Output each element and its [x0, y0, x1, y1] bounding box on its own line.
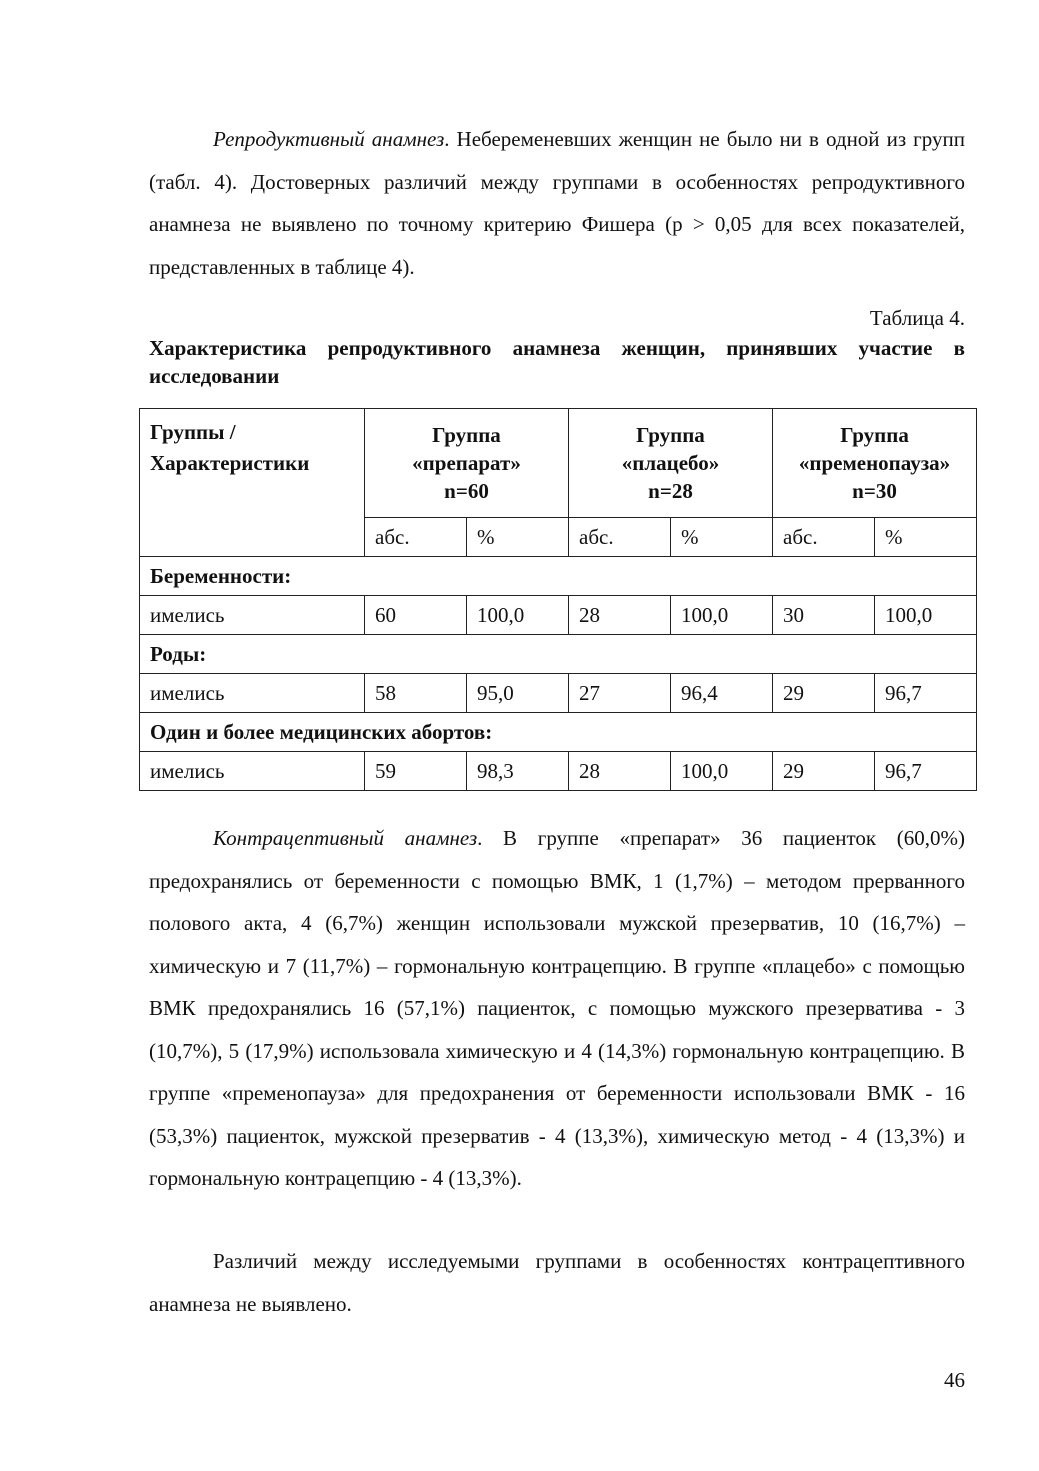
cell-value: 60 — [365, 596, 467, 635]
table-row — [140, 596, 977, 635]
subheader-abs: абс. — [569, 518, 671, 557]
cell-value: 100,0 — [671, 752, 773, 791]
section-title: Беременности: — [140, 557, 977, 596]
header-group-placebo — [569, 409, 773, 518]
subheader-abs: абс. — [365, 518, 467, 557]
cell-value: 28 — [569, 752, 671, 791]
table-caption-number: Таблица 4. — [869, 306, 965, 330]
cell-value: 29 — [773, 752, 875, 791]
row-label: имелись — [140, 752, 365, 791]
cell-value: 29 — [773, 674, 875, 713]
table-title: Характеристика репродуктивного анамнеза женщин, принявших участие в исследовании — [149, 336, 965, 388]
cell-value: 59 — [365, 752, 467, 791]
cell-value: 100,0 — [671, 596, 773, 635]
section-row-pregnancies — [140, 557, 977, 596]
paragraph-lead-italic: Репродуктивный анамнез — [213, 127, 445, 151]
subheader-pct: % — [671, 518, 773, 557]
group-label: «пременопауза» — [798, 451, 951, 475]
group-label: «плацебо» — [621, 451, 720, 475]
paragraph-text: Различий между исследуемыми группами в особенностях контрацептивного анамнеза не выявлено. — [149, 1249, 965, 1316]
subheader-abs: абс. — [773, 518, 875, 557]
cell-value: 98,3 — [467, 752, 569, 791]
row-label: имелись — [140, 596, 365, 635]
page-number: 46 — [944, 1368, 965, 1392]
reproductive-history-table — [139, 408, 977, 791]
group-name: Группа — [840, 423, 909, 447]
section-title: Один и более медицинских абортов: — [140, 713, 977, 752]
header-group-premenopause — [773, 409, 977, 518]
cell-value: 30 — [773, 596, 875, 635]
group-n: n=28 — [648, 479, 693, 503]
cell-value: 100,0 — [875, 596, 977, 635]
paragraph-conclusion — [149, 1240, 965, 1325]
cell-value: 100,0 — [467, 596, 569, 635]
cell-value: 95,0 — [467, 674, 569, 713]
cell-value: 96,7 — [875, 752, 977, 791]
paragraph-text: . В группе «препарат» 36 пациенток (60,0%) предохранялись от беременности с помощью ВМК, 1 (1,7%) – методом прерванного полового акта, 4 (6,7%) женщин использовали мужской презерватив, 10 (16,7%) – химическую и 7 (11,7%) – гормональную контрацепцию. В группе «плацебо» с помощью ВМК предохранялись 16 (57,1%) пациенток, с помощью мужского презерватива - 3 (10,7%), 5 (17,9%) использовала химическую и 4 (14,3%) гормональную контрацепцию. В группе «пременопауза» для предохранения от беременности использовали ВМК - 16 (53,3%) пациенток, мужской презерватив - 4 (13,3%), химическую метод - 4 (13,3%) и гормональную контрацепцию - 4 (13,3%). — [149, 826, 966, 1190]
paragraph-reproductive-history — [149, 118, 965, 288]
paragraph-contraceptive-history — [149, 817, 965, 1200]
table-row — [140, 674, 977, 713]
header-group-preparat — [365, 409, 569, 518]
cell-value: 96,4 — [671, 674, 773, 713]
section-title: Роды: — [140, 635, 977, 674]
section-row-births — [140, 635, 977, 674]
cell-value: 28 — [569, 596, 671, 635]
paragraph-text: . Небеременевших женщин не было ни в одной из групп (табл. 4). Достоверных различий между группами в особенностях репродуктивного анамнеза не выявлено по точному критерию Фишера (р > 0,05 для всех показателей, представленных в таблице 4). — [149, 127, 965, 279]
subheader-pct: % — [467, 518, 569, 557]
section-row-abortions — [140, 713, 977, 752]
group-n: n=30 — [852, 479, 897, 503]
table-row — [140, 752, 977, 791]
header-groups-characteristics: Группы / Характеристики — [140, 409, 365, 557]
subheader-pct: % — [875, 518, 977, 557]
paragraph-lead-italic: Контрацептивный анамнез — [213, 826, 478, 850]
row-label: имелись — [140, 674, 365, 713]
group-name: Группа — [636, 423, 705, 447]
cell-value: 27 — [569, 674, 671, 713]
cell-value: 96,7 — [875, 674, 977, 713]
table-header-row — [140, 409, 977, 518]
cell-value: 58 — [365, 674, 467, 713]
group-name: Группа — [432, 423, 501, 447]
group-n: n=60 — [444, 479, 489, 503]
group-label: «препарат» — [412, 451, 521, 475]
